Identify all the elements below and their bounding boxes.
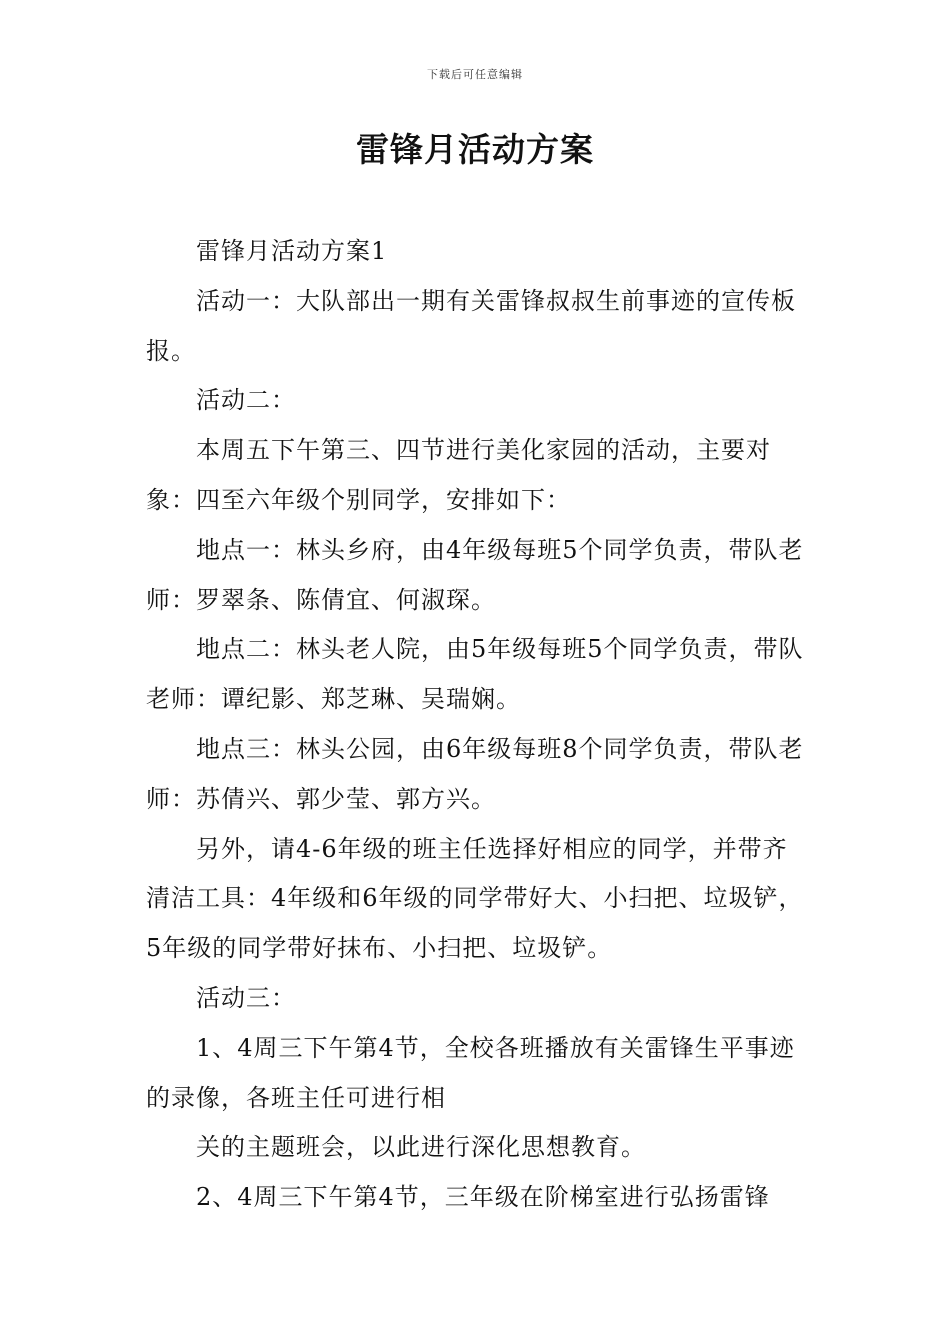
- paragraph: 关的主题班会，以此进行深化思想教育。: [196, 1133, 646, 1162]
- document-title: 雷锋月活动方案: [356, 130, 594, 169]
- paragraph: 活动一：大队部出一期有关雷锋叔叔生前事迹的宣传板报。: [146, 286, 796, 365]
- paragraph: 本周五下午第三、四节进行美化家园的活动，主要对象：四至六年级个别同学，安排如下：: [146, 436, 771, 514]
- paragraph: 活动三：: [196, 983, 296, 1012]
- paragraph: 地点一：林头乡府，由4年级每班5个同学负责，带队老师：罗翠条、陈倩宜、何淑琛。: [146, 535, 804, 614]
- paragraph: 另外，请4-6年级的班主任选择好相应的同学，并带齐清洁工具：4年级和6年级的同学带好大、小扫把、垃圾铲，5年级的同学带好抹布、小扫把、垃圾铲。: [146, 834, 804, 963]
- paragraph: 雷锋月活动方案1: [196, 237, 388, 265]
- paragraph: 地点三：林头公园，由6年级每班8个同学负责，带队老师：苏倩兴、郭少莹、郭方兴。: [146, 734, 804, 813]
- paragraph: 活动二：: [196, 386, 296, 415]
- document-body: [146, 227, 810, 1223]
- paragraph: 2、4周三下午第4节，三年级在阶梯室进行弘扬雷锋: [196, 1183, 770, 1212]
- paragraph: 1、4周三下午第4节，全校各班播放有关雷锋生平事迹的录像，各班主任可进行相: [146, 1033, 795, 1112]
- paragraph: 地点二：林头老人院，由5年级每班5个同学负责，带队老师：谭纪影、郑芝琳、吴瑞娴。: [146, 635, 804, 714]
- header-note: 下载后可任意编辑: [427, 68, 523, 81]
